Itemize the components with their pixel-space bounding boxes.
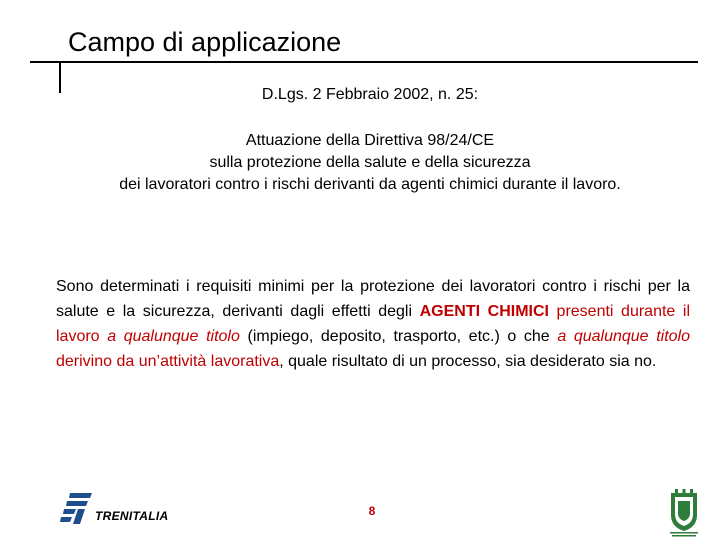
university-crest-icon (666, 489, 702, 539)
law-description-line: sulla protezione della salute e della sicurezza (209, 154, 531, 171)
trenitalia-mark-icon (58, 490, 94, 526)
title-underline (30, 61, 698, 63)
page-number: 8 (368, 504, 376, 518)
trenitalia-logo (58, 490, 188, 526)
highlight-qualunque-titolo: a qualunque titolo (557, 328, 690, 345)
highlight-qualunque-titolo: a qualunque titolo (107, 328, 240, 345)
highlight-agenti-chimici: AGENTI CHIMICI (419, 303, 549, 320)
university-crest-logo (666, 489, 702, 539)
body-text-segment: Sono determinati i requisiti minimi per la protezione dei lavoratori contro i rischi per la salute e la sicurezza, derivanti dagli effetti degli (56, 278, 690, 320)
body-text-segment: , quale risultato di un processo, sia desiderato sia no. (279, 353, 657, 370)
body-text-segment: (impiego, deposito, trasporto, etc.) o che (239, 328, 558, 345)
trenitalia-logo-text: TRENITALIA (95, 509, 169, 523)
law-description-line: dei lavoratori contro i rischi derivanti da agenti chimici durante il lavoro. (119, 176, 621, 193)
law-description (0, 130, 720, 196)
slide-title: Campo di applicazione (68, 27, 342, 57)
highlight-presenti: presenti durante il lavoro (56, 303, 691, 345)
law-reference: D.Lgs. 2 Febbraio 2002, n. 25: (261, 86, 479, 103)
highlight-attivita-lavorativa: derivino da un’attività lavorativa (56, 353, 280, 370)
law-description-line: Attuazione della Direttiva 98/24/CE (245, 132, 495, 149)
body-paragraph (56, 274, 690, 374)
